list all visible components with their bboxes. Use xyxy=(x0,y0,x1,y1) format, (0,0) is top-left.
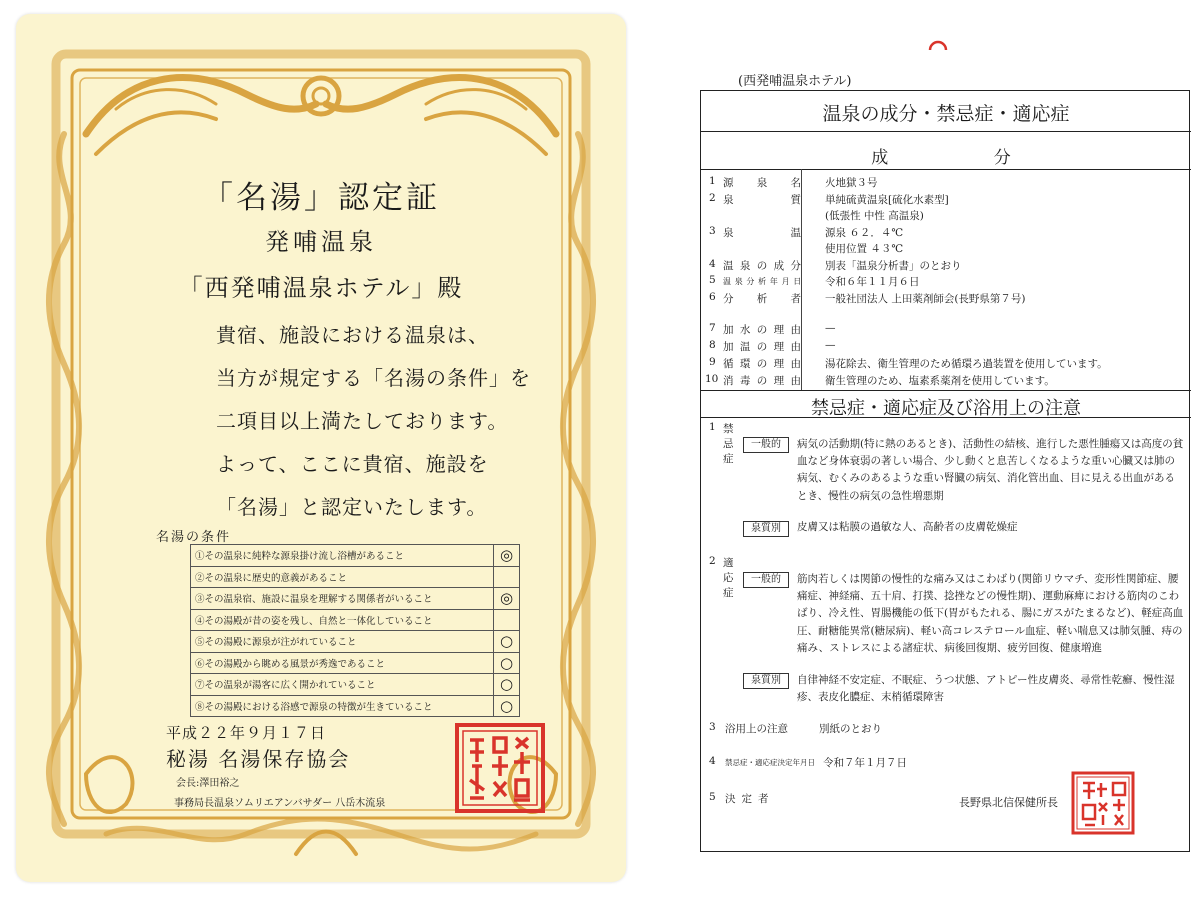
hotel-name: (西発哺温泉ホテル) xyxy=(738,74,852,89)
row-label: 温泉分析年月日 xyxy=(723,277,801,286)
association-name: 秘湯 名湯保存協会 xyxy=(166,747,351,771)
certificate xyxy=(16,14,626,882)
body-line: 二項目以上満たしております。 xyxy=(216,409,509,433)
issuer-name: 長野県北信保健所長 xyxy=(959,796,1058,809)
condition-text: ⑤その湯殿に源泉が注がれていること xyxy=(191,631,494,653)
condition-mark xyxy=(494,566,520,588)
row-number: 3 xyxy=(709,225,716,237)
conditions-table xyxy=(190,544,520,717)
health-center-seal-icon xyxy=(1071,771,1135,835)
condition-text: ⑧その湯殿における浴感で源泉の特徴が生きていること xyxy=(191,695,494,717)
row-label: 禁忌症・適応症決定年月日 xyxy=(725,758,815,767)
registration-mark-icon xyxy=(928,40,948,52)
row-label: 泉質 xyxy=(723,194,801,206)
table-row xyxy=(191,631,520,653)
row-value: 源泉 ６２．４℃ xyxy=(825,227,904,239)
specific-tag: 泉質別 xyxy=(743,521,789,537)
condition-text: ⑦その温泉が湯客に広く開かれていること xyxy=(191,674,494,696)
condition-mark: ◎ xyxy=(494,545,520,567)
onsen-document xyxy=(700,90,1190,852)
table-row xyxy=(191,609,520,631)
condition-mark: ○ xyxy=(494,695,520,717)
condition-mark xyxy=(494,609,520,631)
row-value: 別紙のとおり xyxy=(819,723,882,735)
condition-mark: ○ xyxy=(494,674,520,696)
association-seal-icon xyxy=(454,722,546,814)
column-divider xyxy=(801,169,802,390)
row-value: 単純硫黄温泉[硫化水素型] xyxy=(825,194,949,206)
contraindications-specific-text: 皮膚又は粘膜の過敏な人、高齢者の皮膚乾燥症 xyxy=(797,521,1018,533)
addressee: 「西発哺温泉ホテル」殿 xyxy=(178,274,464,302)
table-row xyxy=(191,588,520,610)
document-title: 温泉の成分・禁忌症・適応症 xyxy=(822,103,1070,125)
row-label: 浴用上の注意 xyxy=(725,723,788,735)
indications-specific-text: 自律神経不安定症、不眠症、うつ状態、アトピー性皮膚炎、尋常性乾癬、慢性湿疹、表皮化膿症、末梢循環障害 xyxy=(797,674,1175,704)
divider xyxy=(701,390,1191,391)
table-row xyxy=(191,566,520,588)
certificate-date: 平成２２年９月１７日 xyxy=(166,724,327,742)
row-value: 令和６年１１月６日 xyxy=(825,276,920,288)
table-row xyxy=(191,695,520,717)
row-number: 10 xyxy=(705,373,719,385)
section-heading: 適応症 xyxy=(723,557,742,599)
onsen-name: 発哺温泉 xyxy=(265,228,377,256)
condition-mark: ◎ xyxy=(494,588,520,610)
row-label: 加水の理由 xyxy=(723,324,801,336)
general-tag: 一般的 xyxy=(743,437,789,453)
body-line: 当方が規定する「名湯の条件」を xyxy=(216,366,531,390)
row-label: 消毒の理由 xyxy=(723,375,801,387)
row-number: 4 xyxy=(709,258,716,270)
row-value: (低張性 中性 高温泉) xyxy=(825,210,924,222)
body-line: よって、ここに貴宿、施設を xyxy=(216,452,489,476)
row-value: — xyxy=(825,322,836,334)
body-line: 貴宿、施設における温泉は、 xyxy=(216,323,489,347)
condition-text: ④その湯殿が昔の姿を残し、自然と一体化していること xyxy=(191,609,494,631)
condition-text: ①その温泉に純粋な源泉掛け流し浴槽があること xyxy=(191,545,494,567)
secretary-name: 事務局長温泉ソムリエアンバサダー 八岳木流泉 xyxy=(174,798,386,809)
general-tag: 一般的 xyxy=(743,572,789,588)
caution-title: 禁忌症・適応症及び浴用上の注意 xyxy=(811,398,1081,419)
chairman-name: 会長:澤田裕之 xyxy=(176,778,240,789)
section-number: 1 xyxy=(709,421,716,433)
row-number: 1 xyxy=(709,175,716,187)
row-label: 源泉名 xyxy=(723,177,801,189)
row-label: 加温の理由 xyxy=(723,341,801,353)
specific-tag: 泉質別 xyxy=(743,673,789,689)
row-value: 使用位置 ４３℃ xyxy=(825,243,904,255)
row-label: 泉温 xyxy=(723,227,801,239)
body-line: 「名湯」と認定いたします。 xyxy=(216,495,488,519)
row-number: 5 xyxy=(709,791,716,803)
row-number: 5 xyxy=(709,274,716,286)
row-number: 6 xyxy=(709,291,716,303)
table-row xyxy=(191,674,520,696)
row-value: 令和７年１月７日 xyxy=(823,757,907,769)
table-row xyxy=(191,545,520,567)
divider xyxy=(701,417,1191,418)
table-row xyxy=(191,652,520,674)
conditions-title: 名湯の条件 xyxy=(156,530,232,545)
row-number: 7 xyxy=(709,322,716,334)
divider xyxy=(701,131,1191,132)
row-value: — xyxy=(825,339,836,351)
row-value: 湯花除去、衛生管理のため循環ろ過装置を使用しています。 xyxy=(825,358,1108,370)
row-label: 循環の理由 xyxy=(723,358,801,370)
components-title: 成 分 xyxy=(871,148,1061,168)
row-value: 火地獄３号 xyxy=(825,177,878,189)
row-label: 決定者 xyxy=(725,793,775,805)
section-heading: 禁忌症 xyxy=(723,423,742,465)
certificate-body xyxy=(216,314,556,529)
certificate-title: 「名湯」認定証 xyxy=(202,180,440,216)
condition-mark: ○ xyxy=(494,652,520,674)
row-number: 4 xyxy=(709,755,716,767)
row-label: 温泉の成分 xyxy=(723,260,801,272)
row-number: 9 xyxy=(709,356,716,368)
divider xyxy=(701,169,1191,170)
condition-mark: ○ xyxy=(494,631,520,653)
indications-general-text: 筋肉若しくは関節の慢性的な痛み又はこわばり(関節リウマチ、変形性関節症、腰痛症、神経痛、五十肩、打撲、捻挫などの慢性期)、運動麻痺における筋肉のこわばり、冷え性、胃腸機能の低下(胃がもたれる、腸にガスがたまるなど)、軽症高血圧、耐糖能異常(糖尿病)、軽い高コレステロール血症、軽い喘息又は肺気腫、痔の痛み、ストレスによる諸症状、病後回復期、疲労回復、健康増進 xyxy=(797,573,1184,654)
row-value: 衛生管理のため、塩素系薬剤を使用しています。 xyxy=(825,375,1055,387)
contraindications-general-text: 病気の活動期(特に熱のあるとき)、活動性の結核、進行した悪性腫瘍又は高度の貧血など身体衰弱の著しい場合、少し動くと息苦しくなるような重い心臓又は肺の病気、むくみのあるような重い腎臓の病気、消化管出血、目に見える出血があるとき、慢性の病気の急性増悪期 xyxy=(797,438,1184,502)
condition-text: ⑥その湯殿から眺める風景が秀逸であること xyxy=(191,652,494,674)
row-value: 別表「温泉分析書」のとおり xyxy=(825,260,962,272)
section-number: 2 xyxy=(709,555,716,567)
row-label: 分析者 xyxy=(723,293,801,305)
condition-text: ②その温泉に歴史的意義があること xyxy=(191,566,494,588)
row-number: 3 xyxy=(709,721,716,733)
row-number: 8 xyxy=(709,339,716,351)
row-number: 2 xyxy=(709,192,716,204)
condition-text: ③その温泉宿、施設に温泉を理解する関係者がいること xyxy=(191,588,494,610)
row-value: 一般社団法人 上田薬剤師会(長野県第７号) xyxy=(825,293,1026,305)
